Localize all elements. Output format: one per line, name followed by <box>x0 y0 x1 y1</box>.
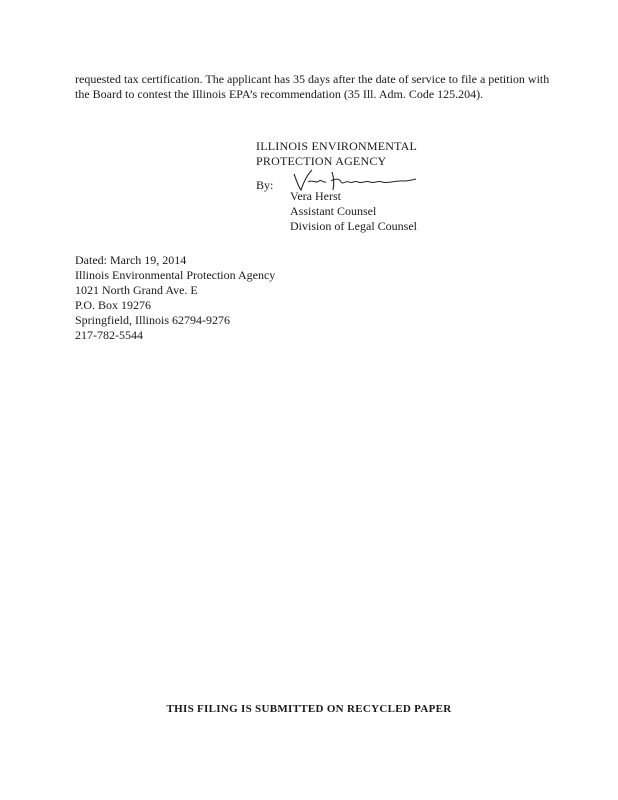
organization-line: Illinois Environmental Protection Agency <box>75 268 276 282</box>
paragraph-line: the Board to contest the Illinois EPA’s recommendation (35 Ill. Adm. Code 125.204). <box>75 87 484 101</box>
signer-title: Assistant Counsel <box>290 204 377 218</box>
agency-name <box>256 139 417 169</box>
po-box-line: P.O. Box 19276 <box>75 298 152 312</box>
date-address-block <box>75 253 275 343</box>
agency-name-line: PROTECTION AGENCY <box>256 154 387 168</box>
agency-name-line: ILLINOIS ENVIRONMENTAL <box>256 139 418 153</box>
signer-info <box>290 189 417 234</box>
body-paragraph <box>75 72 550 102</box>
phone-line: 217-782-5544 <box>75 328 143 342</box>
signer-name: Vera Herst <box>290 189 341 203</box>
by-label: By: <box>256 178 274 192</box>
signature-block <box>256 170 456 233</box>
date-line: Dated: March 19, 2014 <box>75 253 187 267</box>
signer-division: Division of Legal Counsel <box>290 219 417 233</box>
city-line: Springfield, Illinois 62794-9276 <box>75 313 230 327</box>
paragraph-line: requested tax certification. The applicant has 35 days after the date of service to file a petition with <box>75 72 550 86</box>
street-line: 1021 North Grand Ave. E <box>75 283 198 297</box>
recycled-paper-footer: THIS FILING IS SUBMITTED ON RECYCLED PAPER <box>166 703 452 715</box>
